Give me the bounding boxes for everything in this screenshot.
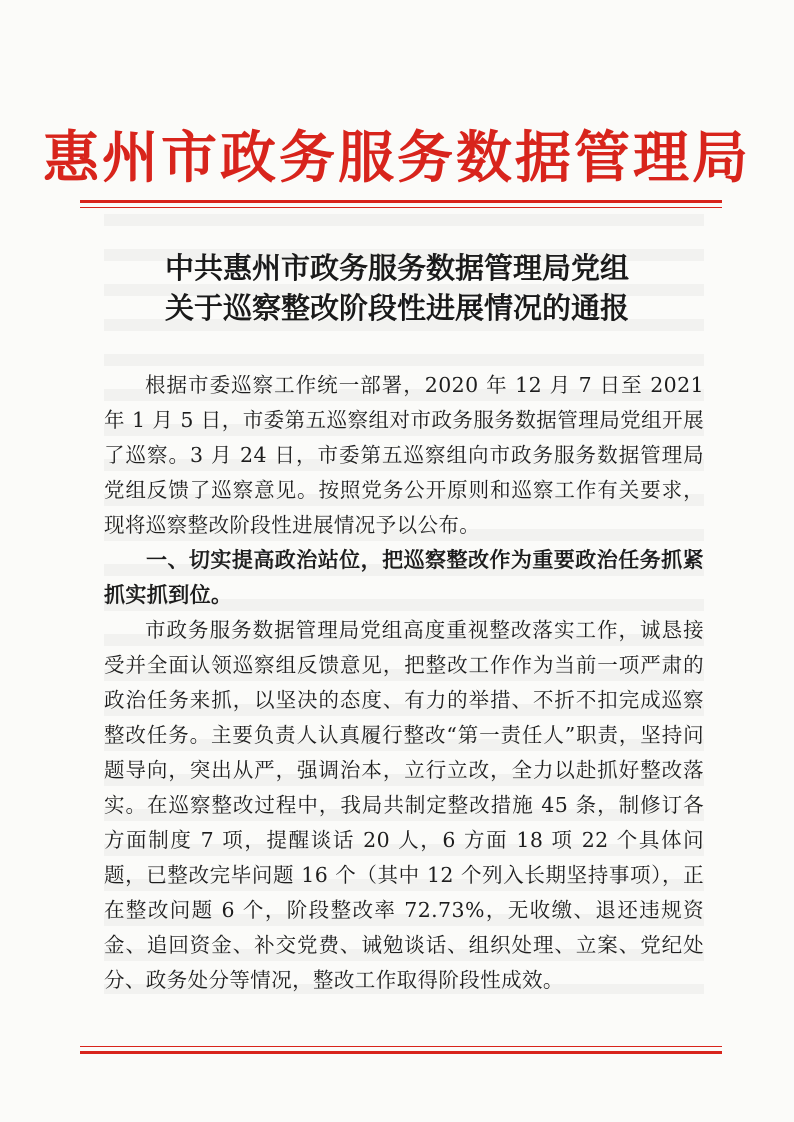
title-line-2: 关于巡察整改阶段性进展情况的通报 — [164, 291, 629, 325]
header-red-rule-thin — [80, 207, 722, 208]
document-body — [104, 368, 704, 998]
paragraph-intro: 根据市委巡察工作统一部署，2020 年 12 月 7 日至 2021 年 1 月 5 日，市委第五巡察组对市政务服务数据管理局党组开展了巡察。3 月 24 日，市委第五巡察组向市政务服务数据管理局党组反馈了巡察意见。按照党务公开原则和巡察工作有关要求，现将巡察整改阶段性进展情况予以公布。 — [104, 373, 704, 537]
paragraph-rectification: 市政务服务数据管理局党组高度重视整改落实工作，诚恳接受并全面认领巡察组反馈意见，把整改工作作为当前一项严肃的政治任务来抓，以坚决的态度、有力的举措、不折不扣完成巡察整改任务。主要负责人认真履行整改“第一责任人”职责，坚持问题导向，突出从严，强调治本，立行立改，全力以赴抓好整改落实。在巡察整改过程中，我局共制定整改措施 45 条，制修订各方面制度 7 项，提醒谈话 20 人，6 方面 18 项 22 个具体问题，已整改完毕问题 16 个（其中 12 个列入长期坚持事项），正在整改问题 6 个，阶段整改率 72.73%，无收缴、退还违规资金、追回资金、补交党费、诫勉谈话、组织处理、立案、党纪处分、政务处分等情况，整改工作取得阶段性成效。 — [104, 618, 704, 992]
footer-red-rule-thick — [80, 1051, 722, 1054]
document-title — [0, 248, 794, 328]
organization-header: 惠州市政务服务数据管理局 — [43, 125, 751, 191]
header-red-rule-thick — [80, 200, 722, 203]
title-line-1: 中共惠州市政务服务数据管理局党组 — [164, 251, 629, 285]
section-heading-1: 一、切实提高政治站位，把巡察整改作为重要政治任务抓紧抓实抓到位。 — [104, 548, 704, 607]
footer-red-rule-thin — [80, 1046, 722, 1047]
